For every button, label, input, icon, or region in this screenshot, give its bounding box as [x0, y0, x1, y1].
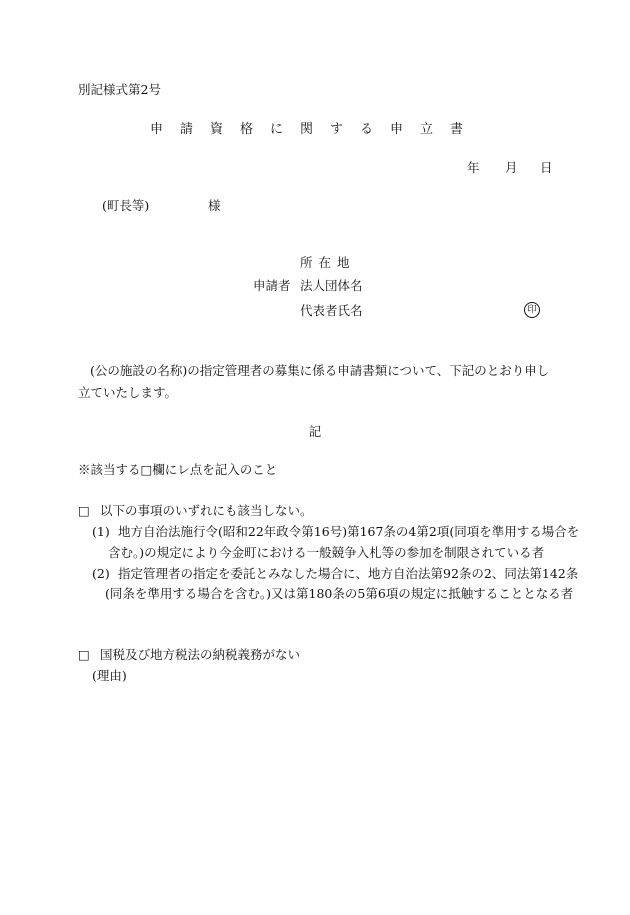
reason-label: (理由) [92, 668, 127, 683]
representative-name-label: 代表者氏名 [300, 303, 363, 318]
form-number: 別記様式第2号 [78, 82, 161, 97]
item-2-line-2: (同条を準用する場合を含む。)又は第180条の5第6項の規定に抵触することとなる者 [105, 586, 574, 601]
document-title: 申請資格に関する申立書 [149, 122, 480, 137]
addressee-honorific: 様 [208, 198, 221, 213]
item-1-line-2: 含む。)の規定により今金町における一般競争入札等の参加を制限されている者 [108, 545, 545, 560]
item-1-number: (1) [92, 524, 110, 539]
no-disqualification-checkbox[interactable]: □ [78, 503, 90, 518]
corporation-name-label: 法人団体名 [300, 278, 363, 293]
addressee-name: (町長等) [102, 198, 150, 213]
applicant-label: 申請者 [253, 278, 291, 293]
instruction-note: ※該当する□欄にレ点を記入のこと [78, 462, 278, 477]
no-tax-obligation-checkbox[interactable]: □ [78, 647, 90, 662]
ki-heading: 記 [308, 424, 322, 439]
date-month-label: 月 [505, 160, 518, 175]
item-2-line-1: 指定管理者の指定を委託とみなした場合に、地方自治法第92条の2、同法第142条 [118, 566, 579, 581]
address-label: 所在地 [300, 255, 356, 270]
body-paragraph: (公の施設の名称)の指定管理者の募集に係る申請書類について、下記のとおり申し立ていたします。 [78, 363, 550, 400]
date-year-label: 年 [467, 160, 480, 175]
seal-mark: 印 [524, 302, 540, 318]
no-tax-obligation-label: 国税及び地方税法の納税義務がない [100, 647, 301, 662]
item-2-number: (2) [92, 566, 110, 581]
no-disqualification-label: 以下の事項のいずれにも該当しない。 [100, 503, 313, 518]
date-day-label: 日 [540, 160, 553, 175]
item-1-line-1: 地方自治法施行令(昭和22年政令第16号)第167条の4第2項(同項を準用する場合を [118, 524, 580, 539]
